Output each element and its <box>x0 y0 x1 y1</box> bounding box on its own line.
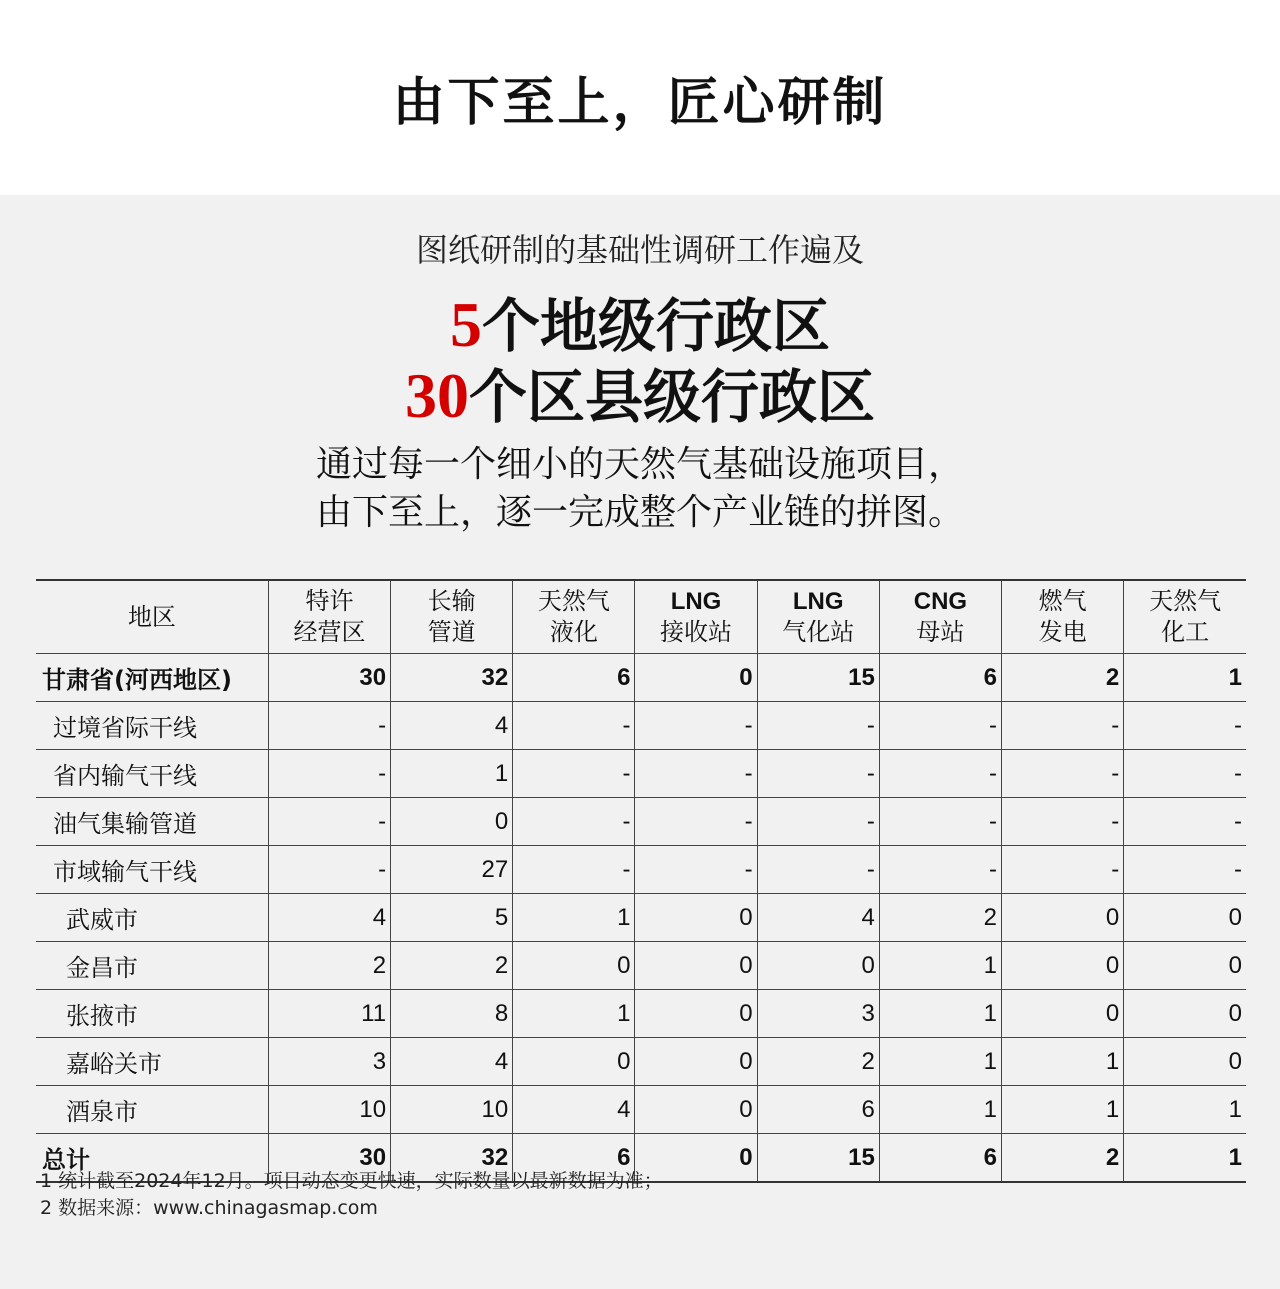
table-cell: - <box>268 798 390 846</box>
table-cell: 0 <box>1124 1038 1246 1086</box>
table-cell: - <box>268 750 390 798</box>
table-cell: - <box>879 846 1001 894</box>
footnote-2: 2 数据来源：www.chinagasmap.com <box>40 1197 378 1219</box>
row-label: 嘉峪关市 <box>36 1038 268 1086</box>
table-cell: 6 <box>879 654 1001 702</box>
table-cell: 32 <box>391 1134 513 1183</box>
headline-county <box>0 361 1280 432</box>
headline-county-number: 30 <box>404 360 469 431</box>
table-cell: 2 <box>268 942 390 990</box>
column-header-line: 母站 <box>916 618 965 646</box>
headline-county-text: 个区县级行政区 <box>468 363 875 431</box>
column-header <box>757 580 879 654</box>
column-header <box>513 580 635 654</box>
column-header-line: 接收站 <box>660 618 733 646</box>
column-header-line: 天然气 <box>537 587 610 615</box>
table-cell: 1 <box>513 990 635 1038</box>
column-header-line: 气化站 <box>782 618 855 646</box>
table-cell: 1 <box>1002 1086 1124 1134</box>
table-cell: 10 <box>268 1086 390 1134</box>
table-cell: 3 <box>757 990 879 1038</box>
table-cell: 0 <box>1124 942 1246 990</box>
table-cell: - <box>1002 798 1124 846</box>
table-cell: - <box>635 702 757 750</box>
table-cell: 6 <box>757 1086 879 1134</box>
footnote-1: 1 统计截至2024年12月。项目动态变更快速，实际数量以最新数据为准； <box>40 1170 663 1192</box>
table-cell: - <box>757 702 879 750</box>
table-cell: 27 <box>391 846 513 894</box>
table-cell: 0 <box>391 798 513 846</box>
column-header <box>879 580 1001 654</box>
column-header-line: 经营区 <box>293 618 366 646</box>
table-cell: - <box>513 750 635 798</box>
table-cell: - <box>757 798 879 846</box>
table-cell: 1 <box>879 990 1001 1038</box>
table-cell: - <box>635 750 757 798</box>
table-cell: 0 <box>1002 894 1124 942</box>
table-cell: 2 <box>391 942 513 990</box>
table-cell: 0 <box>1124 990 1246 1038</box>
table-cell: - <box>268 846 390 894</box>
table-cell: - <box>879 798 1001 846</box>
table-cell: 30 <box>268 654 390 702</box>
headline-prefecture-number: 5 <box>449 289 482 360</box>
table-row <box>36 894 1246 942</box>
table-row <box>36 990 1246 1038</box>
column-header-line: 管道 <box>427 618 476 646</box>
row-label: 省内输气干线 <box>36 750 268 798</box>
description <box>0 441 1280 537</box>
column-header <box>1002 580 1124 654</box>
lead-text: 图纸研制的基础性调研工作遍及 <box>415 231 864 269</box>
table-cell: - <box>513 846 635 894</box>
headline-prefecture-text: 个地级行政区 <box>481 292 830 360</box>
column-header-line: 天然气 <box>1149 587 1222 615</box>
table-cell: 0 <box>513 942 635 990</box>
table-cell: - <box>879 750 1001 798</box>
column-header-line: 液化 <box>549 618 598 646</box>
table-cell: 1 <box>1002 1038 1124 1086</box>
table-cell: 1 <box>1124 1134 1246 1183</box>
page-title: 由下至上，匠心研制 <box>392 73 888 133</box>
table-cell: 11 <box>268 990 390 1038</box>
table-cell: 4 <box>757 894 879 942</box>
column-header <box>635 580 757 654</box>
headline-prefecture <box>0 290 1280 361</box>
table-cell: 6 <box>513 654 635 702</box>
table-cell: 0 <box>1002 942 1124 990</box>
table-body <box>36 654 1246 1183</box>
row-label: 金昌市 <box>36 942 268 990</box>
table-cell: 1 <box>879 942 1001 990</box>
column-header-line: 燃气 <box>1038 587 1087 615</box>
column-header-line: 发电 <box>1038 618 1087 646</box>
table-cell: 4 <box>513 1086 635 1134</box>
table-cell: - <box>1002 750 1124 798</box>
table-cell: 0 <box>635 894 757 942</box>
column-header-line: CNG <box>913 588 968 615</box>
table-cell: 4 <box>391 1038 513 1086</box>
column-header-line: 化工 <box>1161 618 1210 646</box>
table-cell: - <box>879 702 1001 750</box>
row-label: 油气集输管道 <box>36 798 268 846</box>
table-cell: 2 <box>879 894 1001 942</box>
top-banner <box>0 0 1280 195</box>
table-cell: 0 <box>1124 894 1246 942</box>
table-row <box>36 798 1246 846</box>
column-header-line: 地区 <box>127 602 176 631</box>
table-cell: 8 <box>391 990 513 1038</box>
column-header <box>391 580 513 654</box>
footnotes <box>40 1168 663 1222</box>
table-cell: - <box>1124 702 1246 750</box>
table-cell: - <box>513 798 635 846</box>
table-cell: - <box>1124 846 1246 894</box>
table-row <box>36 942 1246 990</box>
column-header <box>36 580 268 654</box>
table-row <box>36 702 1246 750</box>
table-cell: 1 <box>1124 1086 1246 1134</box>
column-header-line: LNG <box>792 588 844 615</box>
table-cell: 0 <box>635 654 757 702</box>
table-cell: 2 <box>1002 1134 1124 1183</box>
table-cell: 3 <box>268 1038 390 1086</box>
table-cell: 1 <box>879 1086 1001 1134</box>
table-cell: 15 <box>757 1134 879 1183</box>
table-cell: - <box>1002 846 1124 894</box>
table-cell: 2 <box>1002 654 1124 702</box>
table-cell: - <box>268 702 390 750</box>
column-header-line: 长输 <box>427 587 476 615</box>
table-cell: 0 <box>1002 990 1124 1038</box>
table-cell: - <box>513 702 635 750</box>
row-label: 总计 <box>36 1134 268 1183</box>
column-header-line: 特许 <box>305 587 354 615</box>
table-cell: 0 <box>635 1134 757 1183</box>
table-cell: 0 <box>635 990 757 1038</box>
table-row <box>36 1038 1246 1086</box>
table-cell: 1 <box>1124 654 1246 702</box>
row-label: 张掖市 <box>36 990 268 1038</box>
table-cell: 0 <box>635 942 757 990</box>
content-panel <box>0 195 1280 1289</box>
table-row <box>36 846 1246 894</box>
table-cell: 0 <box>757 942 879 990</box>
row-label: 武威市 <box>36 894 268 942</box>
row-label: 甘肃省(河西地区) <box>36 654 268 702</box>
table-cell: 6 <box>513 1134 635 1183</box>
description-line-2: 由下至上，逐一完成整个产业链的拼图。 <box>315 492 964 533</box>
table-cell: - <box>635 846 757 894</box>
table-row <box>36 654 1246 702</box>
table-cell: 2 <box>757 1038 879 1086</box>
table-cell: - <box>757 846 879 894</box>
description-line-1: 通过每一个细小的天然气基础设施项目， <box>315 444 964 485</box>
column-header <box>268 580 390 654</box>
statistics-table <box>36 579 1246 1183</box>
column-header <box>1124 580 1246 654</box>
table-cell: - <box>1002 702 1124 750</box>
table-cell: 32 <box>391 654 513 702</box>
table-cell: 6 <box>879 1134 1001 1183</box>
table-cell: 1 <box>391 750 513 798</box>
table-cell: 5 <box>391 894 513 942</box>
table-cell: - <box>1124 798 1246 846</box>
table-cell: 30 <box>268 1134 390 1183</box>
table-cell: - <box>757 750 879 798</box>
table-header-row <box>36 580 1246 654</box>
table-cell: - <box>635 798 757 846</box>
row-label: 市域输气干线 <box>36 846 268 894</box>
table-cell: 4 <box>268 894 390 942</box>
table-cell: 0 <box>635 1086 757 1134</box>
table-cell: 4 <box>391 702 513 750</box>
table-row <box>36 1086 1246 1134</box>
table-cell: 1 <box>879 1038 1001 1086</box>
table-cell: 0 <box>513 1038 635 1086</box>
row-label: 酒泉市 <box>36 1086 268 1134</box>
table-cell: 15 <box>757 654 879 702</box>
table-cell: 10 <box>391 1086 513 1134</box>
table-cell: 1 <box>513 894 635 942</box>
table-row <box>36 750 1246 798</box>
column-header-line: LNG <box>670 588 722 615</box>
table-cell: 0 <box>635 1038 757 1086</box>
row-label: 过境省际干线 <box>36 702 268 750</box>
table-cell: - <box>1124 750 1246 798</box>
